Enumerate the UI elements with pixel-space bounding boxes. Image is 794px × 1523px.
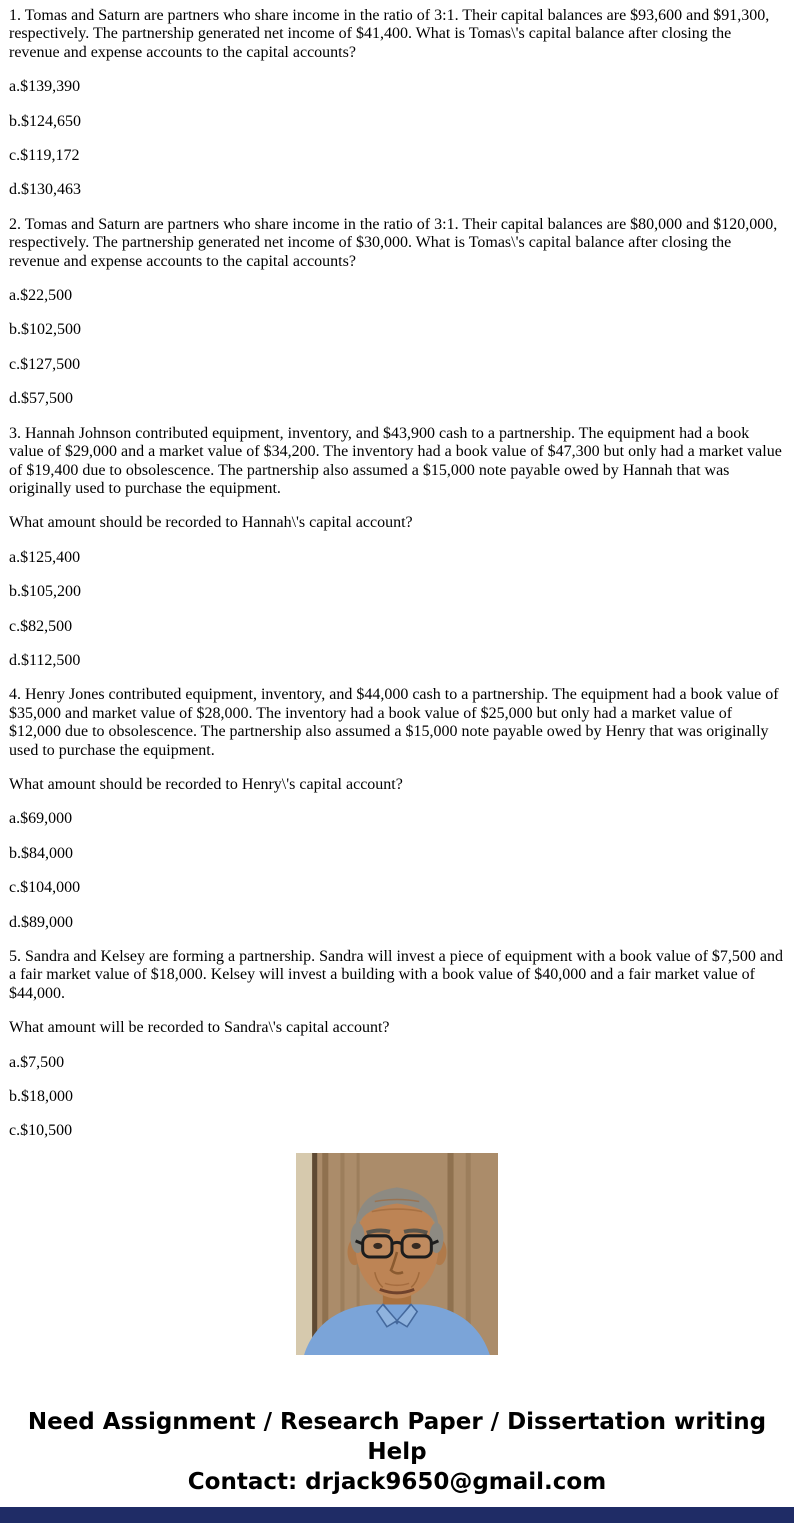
question-3-option-a: a.$125,400 (9, 548, 81, 566)
question-3-option-d: d.$112,500 (9, 651, 81, 669)
question-4-text-2: What amount should be recorded to Henry\'s capital account? (9, 775, 403, 793)
question-2-option-a: a.$22,500 (9, 287, 73, 305)
question-5-text-2: What amount will be recorded to Sandra\'s capital account? (9, 1019, 390, 1037)
question-4-option-b: b.$84,000 (9, 844, 73, 862)
question-3-option-c: c.$82,500 (9, 617, 73, 635)
help-text: Need Assignment / Research Paper / Dissertation writing Help (27, 1409, 767, 1465)
question-3-option-b: b.$105,200 (9, 583, 81, 601)
question-3-text-1: 3. Hannah Johnson contributed equipment, inventory, and $43,900 cash to a partnership. The equipment had a book value of $29,000 and a market value of $34,200. The inventory had a book value of $47,300 but only had a market value of $19,400 due to obsolescence. The partnership also assumed a $15,000 note payable owed by Hannah that was originally used to purchase the equipment. (9, 424, 782, 497)
question-2-option-d: d.$57,500 (9, 390, 73, 408)
question-5-option-c: c.$10,500 (9, 1122, 73, 1140)
bottom-bar (0, 1507, 794, 1523)
question-4-option-a: a.$69,000 (9, 810, 73, 828)
question-2-option-b: b.$102,500 (9, 321, 81, 339)
presenter-photo-image (296, 1153, 498, 1355)
question-1-text-1: 1. Tomas and Saturn are partners who share income in the ratio of 3:1. Their capital balances are $93,600 and $91,300, respectively. The partnership generated net income of $41,400. What is Tomas\'s capital balance after closing the revenue and expense accounts to the capital accounts? (9, 7, 770, 61)
question-3-text-2: What amount should be recorded to Hannah\'s capital account? (9, 514, 413, 532)
presenter-photo-wrap (0, 1153, 794, 1355)
question-1-option-d: d.$130,463 (9, 181, 81, 199)
question-2-option-c: c.$127,500 (9, 355, 81, 373)
question-4-option-d: d.$89,000 (9, 913, 73, 931)
question-5-option-b: b.$18,000 (9, 1088, 73, 1106)
presenter-avatar (296, 1153, 498, 1355)
question-5-text-1: 5. Sandra and Kelsey are forming a partnership. Sandra will invest a piece of equipment with a book value of $7,500 and a fair market value of $18,000. Kelsey will invest a building with a book value of $40,000 and a fair market value of $44,000. (9, 948, 783, 1002)
contact-banner (0, 1407, 794, 1497)
contact-email: Contact: drjack9650@gmail.com (187, 1469, 607, 1495)
question-4-text-1: 4. Henry Jones contributed equipment, inventory, and $44,000 cash to a partnership. The equipment had a book value of $35,000 and market value of $28,000. The inventory had a book value of $25,000 but only had a market value of $12,000 due to obsolescence. The partnership also assumed a $15,000 note payable owed by Henry that was originally used to purchase the equipment. (9, 686, 779, 759)
question-1-option-b: b.$124,650 (9, 112, 81, 130)
question-1-option-c: c.$119,172 (9, 147, 80, 165)
question-4-option-c: c.$104,000 (9, 879, 81, 897)
question-1-option-a: a.$139,390 (9, 78, 81, 96)
question-5-option-a: a.$7,500 (9, 1053, 65, 1071)
question-2-text-1: 2. Tomas and Saturn are partners who share income in the ratio of 3:1. Their capital balances are $80,000 and $120,000, respectively. The partnership generated net income of $30,000. What is Tomas\'s capital balance after closing the revenue and expense accounts to the capital accounts? (9, 215, 778, 270)
